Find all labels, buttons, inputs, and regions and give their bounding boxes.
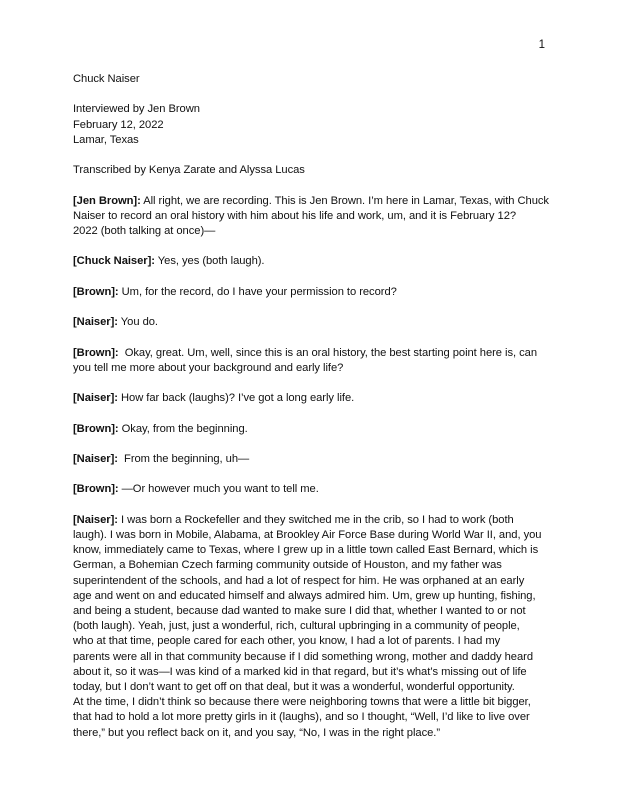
transcript-line xyxy=(73,346,555,361)
transcript-paragraph xyxy=(73,254,555,269)
transcript-line: age and went on and educated himself and always admired him. Um, grew up hunting, fishing, xyxy=(73,589,536,602)
transcript-line xyxy=(73,254,555,269)
transcript-line: who at that time, people cared for each other, you know, I had a lot of parents. I had my xyxy=(73,635,501,648)
transcript-line: there,” but you reflect back on it, and you say, “No, I was in the right place.” xyxy=(73,726,441,739)
speech-text: Okay, from the beginning. xyxy=(118,422,248,435)
speaker-label: [Naiser]: xyxy=(73,513,118,526)
transcript-line: parents were all in that community because if I did something wrong, mother and daddy heard xyxy=(73,650,533,663)
transcript-paragraph xyxy=(73,452,555,467)
transcript-line xyxy=(73,422,555,437)
interview-location: Lamar, Texas xyxy=(73,133,139,146)
transcript-line: superintendent of the schools, and had a lot of respect for him. He was orphaned at an early xyxy=(73,574,525,587)
transcript-line: 2022 (both talking at once)— xyxy=(73,224,216,237)
transcript-body xyxy=(73,72,555,756)
transcript-line xyxy=(73,391,555,406)
speech-text: Um, for the record, do I have your permission to record? xyxy=(118,285,397,298)
transcript-line: about it, so it was—I was kind of a marked kid in that regard, but it’s what’s missing out of life xyxy=(73,665,527,678)
speaker-label: [Brown]: xyxy=(73,346,119,359)
speaker-label: [Naiser]: xyxy=(73,452,118,465)
transcript-paragraph xyxy=(73,315,555,330)
speech-text: —Or however much you want to tell me. xyxy=(118,483,319,496)
transcribers-line: Transcribed by Kenya Zarate and Alyssa Lucas xyxy=(73,164,305,177)
transcript-line xyxy=(73,482,555,497)
transcript-paragraph xyxy=(73,346,555,376)
transcript-line: Naiser to record an oral history with him about his life and work, um, and it is February 12? xyxy=(73,209,517,222)
transcript-line: At the time, I didn’t think so because there were neighboring towns that were a little bit bigger, xyxy=(73,696,531,709)
transcript-paragraph xyxy=(73,285,555,300)
transcript-line xyxy=(73,285,555,300)
transcript-line xyxy=(73,315,555,330)
speaker-label: [Brown]: xyxy=(73,483,119,496)
transcript-line xyxy=(73,194,555,209)
transcript-paragraph xyxy=(73,482,555,497)
transcript-paragraph xyxy=(73,422,555,437)
transcript-line xyxy=(73,452,555,467)
speech-text: Yes, yes (both laugh). xyxy=(154,255,265,268)
speaker-label: [Brown]: xyxy=(73,285,119,298)
narrator-name: Chuck Naiser xyxy=(73,73,140,85)
transcript-line: today, but I don’t want to get off on that deal, but it was a wonderful, wonderful opportunity. xyxy=(73,680,515,693)
interviewer-line: Interviewed by Jen Brown xyxy=(73,103,200,116)
page-number: 1 xyxy=(538,39,545,51)
interview-info xyxy=(73,102,555,148)
transcript-line xyxy=(73,513,555,528)
transcript-line: laugh). I was born in Mobile, Alabama, at Brookley Air Force Base during World War II, and, you xyxy=(73,528,542,541)
speaker-label: [Naiser]: xyxy=(73,316,118,329)
transcript-line: German, a Bohemian Czech farming community outside of Houston, and my father was xyxy=(73,559,502,572)
transcript-line: you tell me more about your background and early life? xyxy=(73,361,344,374)
speaker-label: [Naiser]: xyxy=(73,392,118,405)
speaker-label: [Jen Brown]: xyxy=(73,194,141,207)
transcript-line: that had to hold a lot more pretty girls in it (laughs), and so I thought, “Well, I’d like to live over xyxy=(73,711,530,724)
speech-text: I was born a Rockefeller and they switched me in the crib, so I had to work (both xyxy=(117,513,514,526)
transcript-line: and being a student, because dad wanted to make sure I did that, whether I wanted to or not xyxy=(73,604,526,617)
speaker-label: [Brown]: xyxy=(73,422,119,435)
speech-text: You do. xyxy=(117,316,158,329)
speaker-label: [Chuck Naiser]: xyxy=(73,255,155,268)
speech-text: All right, we are recording. This is Jen Brown. I’m here in Lamar, Texas, with Chuck xyxy=(140,194,549,207)
transcript-paragraph xyxy=(73,513,555,741)
transcript-paragraph xyxy=(73,391,555,406)
interview-date: February 12, 2022 xyxy=(73,118,164,131)
speech-text: Okay, great. Um, well, since this is an oral history, the best starting point here is, can xyxy=(118,346,538,359)
transcript-line: (both laugh). Yeah, just, just a wonderful, rich, cultural upbringing in a community of people, xyxy=(73,620,520,633)
speech-text: How far back (laughs)? I’ve got a long early life. xyxy=(117,392,355,405)
speech-text: From the beginning, uh— xyxy=(117,452,250,465)
transcript-paragraph xyxy=(73,194,555,240)
transcript-paragraphs xyxy=(73,194,555,741)
transcript-line: know, immediately came to Texas, where I grew up in a little town called East Bernard, which is xyxy=(73,544,539,557)
